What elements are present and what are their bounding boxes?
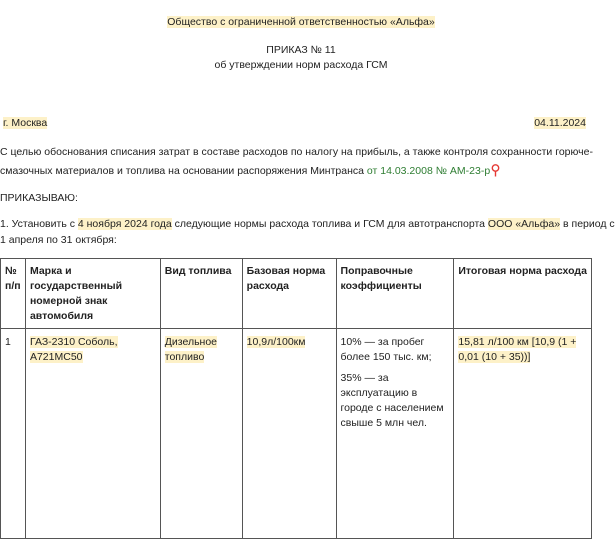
order-date: 04.11.2024 [534, 117, 586, 129]
coefficient-item: 10% — за пробег более 150 тыс. км; [340, 336, 432, 363]
header-base-norm: Базовая норма расхода [242, 259, 336, 329]
effective-date: 4 ноября 2024 года [77, 218, 172, 230]
regulation-link[interactable]: от 14.03.2008 № АМ-23-р [366, 165, 491, 177]
header-fuel-type: Вид топлива [160, 259, 242, 329]
cell-coefficients [336, 329, 454, 539]
organization-name: Общество с ограниченной ответственностью «Альфа» [167, 16, 435, 28]
table-row [1, 329, 592, 539]
cell-car: ГАЗ-2310 Соболь, А721МС50 [25, 329, 160, 539]
preamble-line-2 [0, 164, 499, 177]
cell-base-norm: 10,9л/100км [242, 329, 336, 539]
header-total-norm: Итоговая норма расхода [454, 259, 592, 329]
location-pin-icon[interactable] [491, 164, 499, 176]
header-coefficients: Поправочные коэффициенты [336, 259, 454, 329]
order-word: ПРИКАЗЫВАЮ: [0, 192, 78, 204]
item-1-line-1: 1. Установить с 4 ноября 2024 года следующие нормы расхода топлива и ГСМ для автотранспорта ООО «Альфа» в период с [0, 218, 615, 230]
order-title: ПРИКАЗ № 11 [266, 44, 336, 56]
cell-fuel-type: Дизельное топливо [160, 329, 242, 539]
preamble-text: смазочных материалов и топлива на основании распоряжения Минтранса [0, 165, 367, 177]
fuel-norms-table [0, 258, 592, 539]
cell-number: 1 [1, 329, 26, 539]
item-1-line-2: 1 апреля по 31 октября: [0, 234, 117, 246]
table-header-row [1, 259, 592, 329]
order-subtitle: об утверждении норм расхода ГСМ [214, 59, 388, 71]
coefficient-item: 35% — за эксплуатацию в городе с населением свыше 5 млн чел. [340, 372, 444, 429]
cell-total-norm: 15,81 л/100 км [10,9 (1 + 0,01 (10 + 35))] [454, 329, 592, 539]
header-car: Марка и государственный номерной знак автомобиля [25, 259, 160, 329]
company-name: ООО «Альфа» [487, 218, 561, 230]
header-number: № п/п [1, 259, 26, 329]
preamble-line-1: С целью обоснования списания затрат в составе расходов по налогу на прибыль, а также контроля сохранности горюче- [0, 146, 593, 158]
place: г. Москва [3, 117, 48, 129]
